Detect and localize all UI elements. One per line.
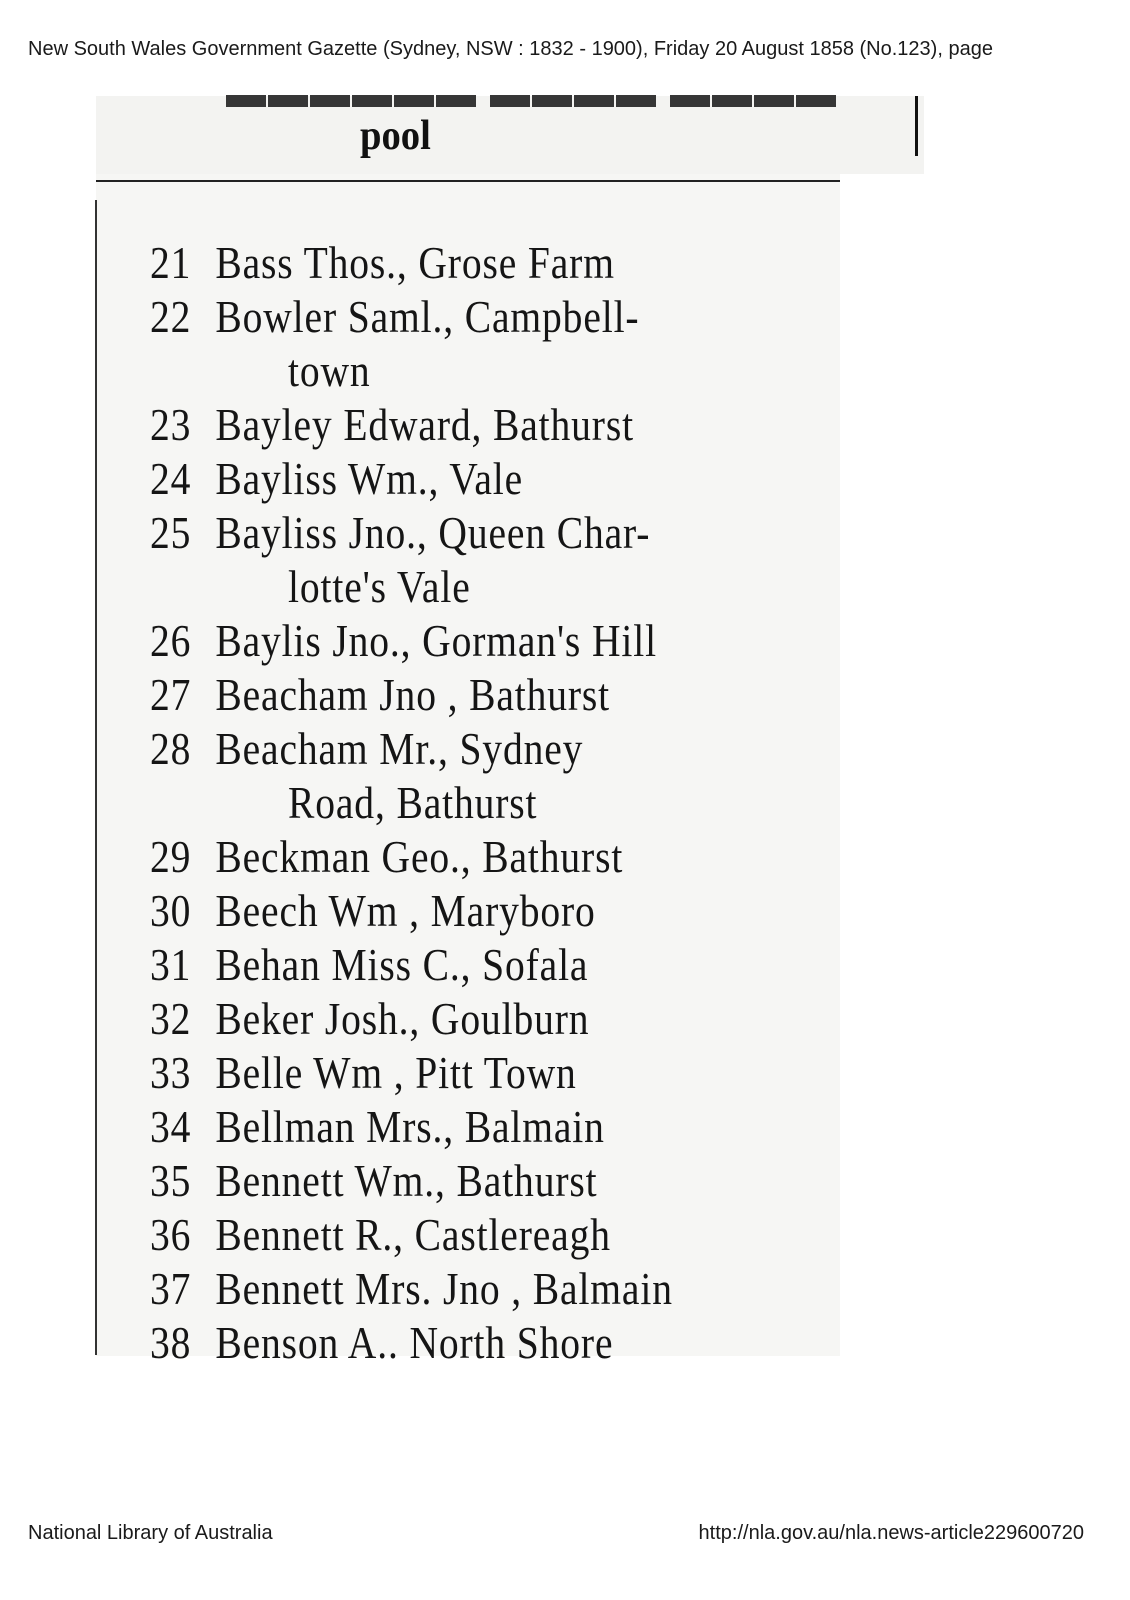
entry-name-place: Bennett R., Castlereagh (215, 1209, 611, 1260)
list-item (150, 1046, 830, 1100)
entry-number: 29 (150, 831, 192, 882)
list-item (150, 992, 830, 1046)
entry-line (150, 1208, 611, 1262)
entry-name-place: Benson A.. North Shore (215, 1317, 614, 1368)
list-item (150, 290, 830, 398)
entry-number: 33 (150, 1047, 192, 1098)
heading-tail: pool (360, 113, 431, 159)
entry-line (150, 614, 657, 668)
entry-name-place: Bayliss Wm., Vale (215, 453, 524, 504)
entry-line (150, 1316, 613, 1370)
entry-name-place: Bennett Mrs. Jno , Balmain (215, 1263, 673, 1314)
list-item (150, 722, 830, 830)
entry-line (150, 398, 634, 452)
entry-line (150, 722, 583, 776)
entry-number: 26 (150, 615, 192, 666)
entry-number: 35 (150, 1155, 192, 1206)
list-item (150, 938, 830, 992)
list-item (150, 452, 830, 506)
entry-number: 32 (150, 993, 192, 1044)
entry-line (150, 884, 596, 938)
list-item (150, 236, 830, 290)
list-item (150, 1262, 830, 1316)
entry-continuation: lotte's Vale (288, 561, 471, 612)
entry-line (150, 668, 610, 722)
entry-number: 31 (150, 939, 192, 990)
list-item (150, 614, 830, 668)
entry-name-place: Bowler Saml., Campbell- (215, 291, 640, 342)
entry-name-place: Bayley Edward, Bathurst (215, 399, 634, 450)
entry-number: 24 (150, 453, 192, 504)
entry-number: 21 (150, 237, 192, 288)
entry-continuation: town (288, 345, 371, 396)
entry-line (150, 1100, 605, 1154)
list-item (150, 668, 830, 722)
entry-name-place: Bass Thos., Grose Farm (215, 237, 615, 288)
entry-number: 25 (150, 507, 192, 558)
entry-number: 36 (150, 1209, 192, 1260)
list-item (150, 1100, 830, 1154)
entry-number: 28 (150, 723, 192, 774)
list-item (150, 398, 830, 452)
entry-number: 27 (150, 669, 192, 720)
entry-line (150, 1262, 673, 1316)
entry-number: 22 (150, 291, 192, 342)
list-item (150, 1208, 830, 1262)
citation-header: New South Wales Government Gazette (Sydney, NSW : 1832 - 1900), Friday 20 August 1858 (No.123), page (28, 38, 993, 60)
column-rule-right (915, 96, 918, 156)
entry-line (150, 830, 623, 884)
list-item (150, 506, 830, 614)
entry-line (150, 236, 615, 290)
entry-line (150, 938, 588, 992)
entry-name-place: Beker Josh., Goulburn (215, 993, 590, 1044)
entry-name-place: Bennett Wm., Bathurst (215, 1155, 598, 1206)
section-divider (96, 180, 840, 182)
entry-number: 30 (150, 885, 192, 936)
list-item (150, 884, 830, 938)
entry-name-place: Behan Miss C., Sofala (215, 939, 589, 990)
entry-line (150, 1154, 597, 1208)
entry-number: 23 (150, 399, 192, 450)
list-item (150, 1316, 830, 1370)
entry-name-place: Beacham Mr., Sydney (215, 723, 584, 774)
entry-line (150, 1046, 577, 1100)
entry-name-place: Bayliss Jno., Queen Char- (215, 507, 651, 558)
footer-source: National Library of Australia (28, 1522, 273, 1544)
entry-continuation: Road, Bathurst (288, 777, 538, 828)
entry-name-place: Beacham Jno , Bathurst (215, 669, 611, 720)
column-rule-left (95, 200, 97, 1355)
entry-name-place: Beckman Geo., Bathurst (215, 831, 624, 882)
entry-line (150, 290, 639, 344)
entry-line (150, 992, 589, 1046)
entry-line (150, 452, 523, 506)
entry-number: 38 (150, 1317, 192, 1368)
cut-off-heading-fragment: ▬▬▬▬▬▬ ▬▬▬▬ ▬▬▬▬ (226, 71, 838, 116)
list-item (150, 1154, 830, 1208)
list-item (150, 830, 830, 884)
letter-list (150, 236, 830, 1370)
entry-name-place: Baylis Jno., Gorman's Hill (215, 615, 657, 666)
footer-url[interactable]: http://nla.gov.au/nla.news-article229600720 (698, 1522, 1084, 1544)
clipping-cut-top (96, 71, 924, 174)
entry-name-place: Belle Wm , Pitt Town (215, 1047, 577, 1098)
entry-line (150, 506, 650, 560)
entry-name-place: Bellman Mrs., Balmain (215, 1101, 605, 1152)
entry-name-place: Beech Wm , Maryboro (215, 885, 596, 936)
entry-number: 34 (150, 1101, 192, 1152)
entry-number: 37 (150, 1263, 192, 1314)
